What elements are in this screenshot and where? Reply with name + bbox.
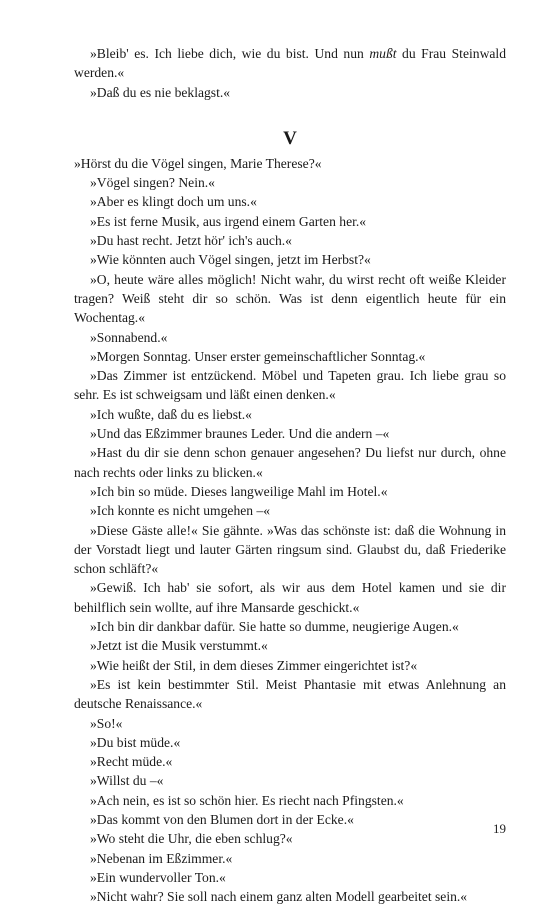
paragraph: »Es ist kein bestimmter Stil. Meist Phantasie mit etwas Anlehnung an deutsche Renaissance.«: [74, 676, 506, 712]
paragraph: »Ich bin dir dankbar dafür. Sie hatte so dumme, neugierige Augen.«: [90, 619, 459, 635]
paragraph: »Wie heißt der Stil, in dem dieses Zimmer eingerichtet ist?«: [90, 657, 418, 673]
page-body: [74, 44, 506, 906]
paragraph: »Es ist ferne Musik, aus irgend einem Garten her.«: [90, 213, 367, 229]
paragraph: »Hast du dir sie denn schon genauer angesehen? Du liefst nur durch, ohne nach rechts oder links zu blicken.«: [74, 445, 506, 480]
paragraph: »So!«: [90, 715, 123, 731]
emphasis-word: mußt: [369, 46, 397, 61]
paragraph: »Hörst du die Vögel singen, Marie Therese?«: [74, 155, 322, 171]
paragraph: »Nebenan im Eßzimmer.«: [90, 850, 233, 866]
paragraph: [74, 83, 506, 102]
text-run: du Frau Steinwald werden.«: [74, 46, 506, 81]
page-number: 19: [493, 821, 506, 836]
paragraph: »Du bist müde.«: [90, 734, 181, 750]
paragraph: »Wie könnten auch Vögel singen, jetzt im Herbst?«: [90, 252, 371, 268]
paragraph: »Gewiß. Ich hab' sie sofort, als wir aus dem Hotel kamen und sie dir behilflich sein wollte, auf ihre Mansarde geschickt.«: [74, 580, 506, 615]
paragraph: »Ich bin so müde. Dieses langweilige Mahl im Hotel.«: [90, 483, 388, 499]
dialogue-block: [74, 154, 506, 906]
paragraph: »Sonnabend.«: [90, 329, 168, 345]
paragraph: »Ach nein, es ist so schön hier. Es riecht nach Pfingsten.«: [90, 792, 404, 808]
paragraph: »Wo steht die Uhr, die eben schlug?«: [90, 831, 293, 847]
paragraph: [74, 44, 506, 83]
paragraph: »Willst du –«: [90, 773, 164, 789]
paragraph: »Morgen Sonntag. Unser erster gemeinschaftlicher Sonntag.«: [90, 348, 426, 364]
paragraph: »Und das Eßzimmer braunes Leder. Und die andern –«: [90, 426, 390, 442]
paragraph: »Jetzt ist die Musik verstummt.«: [90, 638, 268, 654]
chapter-heading: V: [283, 127, 297, 149]
paragraph: »Ein wundervoller Ton.«: [90, 869, 226, 885]
paragraph: »Recht müde.«: [90, 754, 173, 770]
paragraph: »O, heute wäre alles möglich! Nicht wahr, du wirst recht oft weiße Kleider tragen? Weiß steht dir so schön. Was ist denn eigentlich heute für ein Wochentag.«: [74, 271, 506, 326]
paragraph: »Ich konnte es nicht umgehen –«: [90, 503, 271, 519]
text-run: »Daß du es nie beklagst.«: [90, 84, 231, 100]
paragraph: »Du hast recht. Jetzt hör' ich's auch.«: [90, 233, 292, 249]
paragraph: »Diese Gäste alle!« Sie gähnte. »Was das schönste ist: daß die Wohnung in der Vorstadt liegt und lauter Gärten ringsum sind. Glaubst du, daß Friederike schon schläft?«: [74, 522, 506, 577]
paragraph: »Das kommt von den Blumen dort in der Ecke.«: [90, 811, 354, 827]
paragraph: »Vögel singen? Nein.«: [90, 175, 215, 191]
paragraph: »Das Zimmer ist entzückend. Möbel und Tapeten grau. Ich liebe grau so sehr. Es ist schweigsam und läßt einen denken.«: [74, 368, 506, 403]
paragraph: »Aber es klingt doch um uns.«: [90, 194, 257, 210]
paragraph: »Ich wußte, daß du es liebst.«: [90, 406, 252, 422]
paragraph: »Nicht wahr? Sie soll nach einem ganz alten Modell gearbeitet sein.«: [90, 889, 468, 905]
text-run: »Bleib' es. Ich liebe dich, wie du bist. Und nun: [90, 46, 370, 61]
